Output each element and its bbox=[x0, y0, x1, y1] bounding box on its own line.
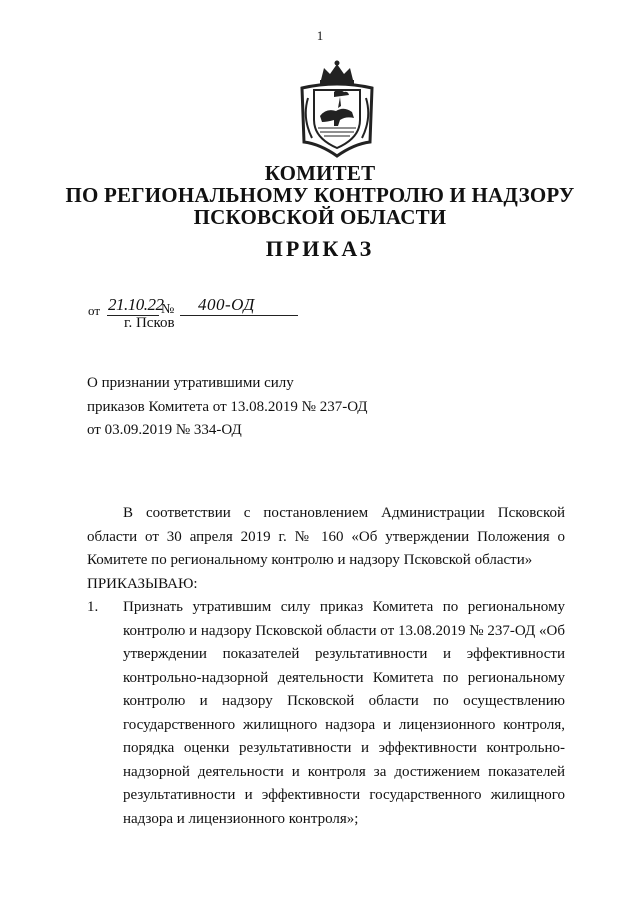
date-prefix: от bbox=[88, 303, 101, 318]
org-line-2: ПО РЕГИОНАЛЬНОМУ КОНТРОЛЮ И НАДЗОРУ bbox=[65, 183, 575, 207]
directive-text: ПРИКАЗЫВАЮ: bbox=[87, 575, 198, 592]
org-line-1: КОМИТЕТ bbox=[264, 161, 376, 185]
subject-line-1: О признании утратившими силу bbox=[87, 375, 294, 391]
city-name: г. Псков bbox=[124, 315, 175, 331]
order-date-handwritten: 21.10.22 bbox=[108, 295, 164, 314]
list-item-text: Признать утратившим силу приказ Комитета по региональному контролю и надзору Псковской области от 13.08.2019 № 237-ОД «Об утверждении показателей результативности и эффективности контрольно-надзорной деятельности Комитета по региональному контролю и надзору Псковской области по осуществлению государственного жилищного надзора и лицензионного контроля, порядка оценки результативности и эффективности контрольно-надзорной деятельности и контроля за достижением показателей результативности и эффективности государственного жилищного надзора и лицензионного контроля»; bbox=[123, 599, 565, 827]
number-underline bbox=[180, 315, 298, 316]
order-number-handwritten: 400-ОД bbox=[198, 295, 255, 314]
page-number: 1 bbox=[316, 28, 324, 43]
pskov-oblast-coat-of-arms-icon bbox=[294, 58, 380, 158]
document-type-title: ПРИКАЗ bbox=[265, 236, 375, 261]
organization-title bbox=[0, 162, 640, 228]
subject-line-3: от 03.09.2019 № 334-ОД bbox=[87, 422, 242, 438]
order-body bbox=[87, 502, 565, 831]
order-subject bbox=[87, 372, 368, 443]
list-item bbox=[87, 596, 565, 831]
subject-line-2: приказов Комитета от 13.08.2019 № 237-ОД bbox=[87, 398, 368, 415]
org-line-3: ПСКОВСКОЙ ОБЛАСТИ bbox=[193, 205, 447, 229]
order-date-number bbox=[88, 296, 318, 336]
preamble-paragraph: В соответствии с постановлением Администрации Псковской области от 30 апреля 2019 г. № 160 «Об утверждении Положения о Комитете по региональному контролю и надзору Псковской области» bbox=[87, 505, 565, 568]
number-sign: № bbox=[161, 302, 175, 317]
list-item-number: 1. bbox=[87, 599, 99, 615]
